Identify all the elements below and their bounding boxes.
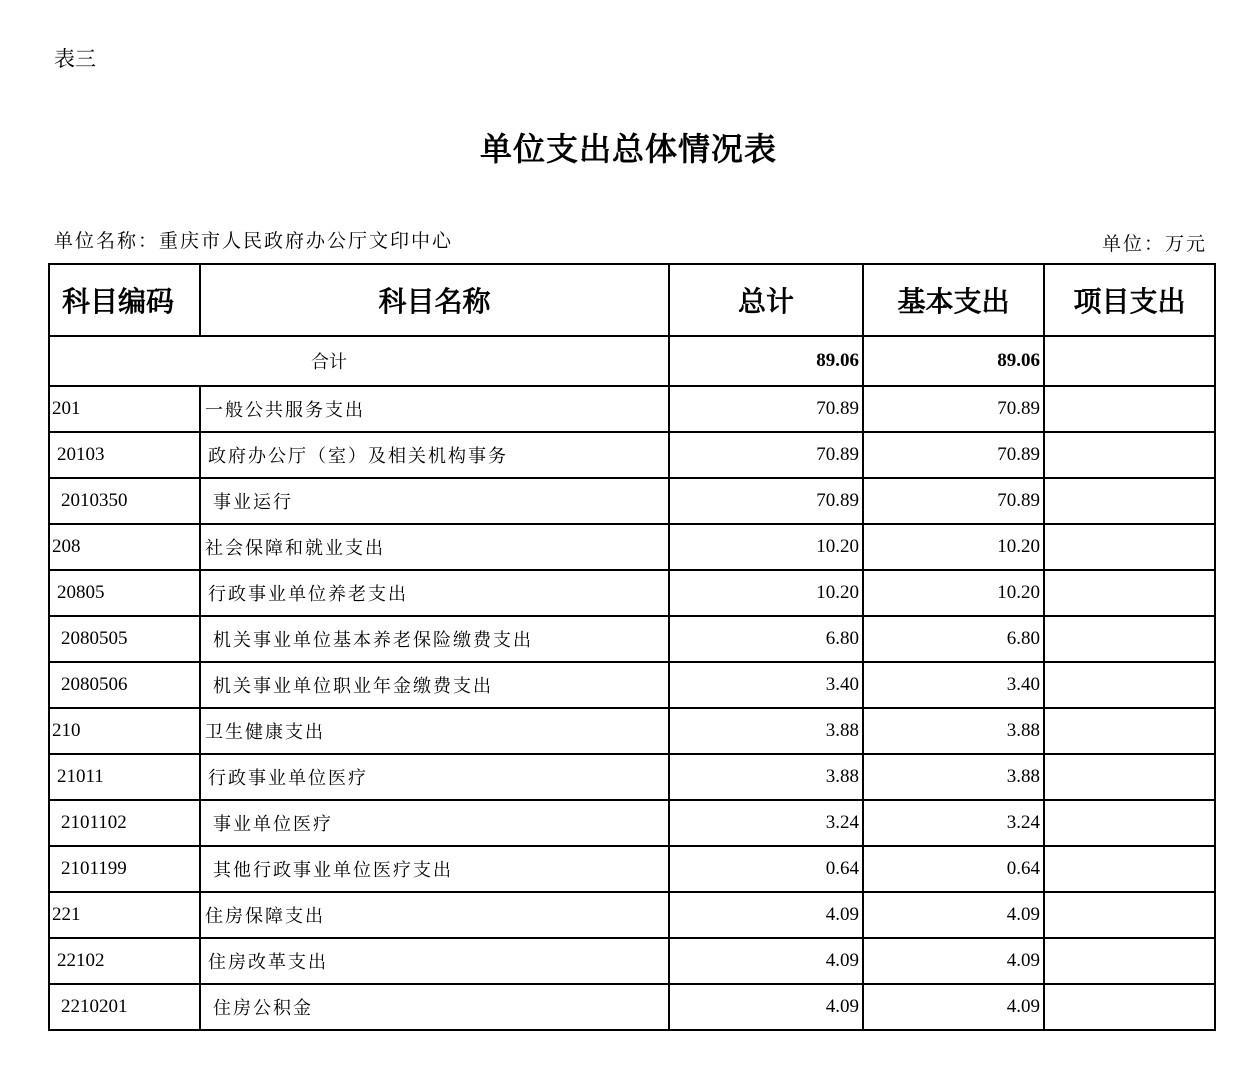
- row-name: 住房公积金: [200, 984, 669, 1030]
- row-code: 2101102: [49, 800, 200, 846]
- row-code: 2101199: [49, 846, 200, 892]
- row-code: 221: [49, 892, 200, 938]
- row-project: [1044, 662, 1215, 708]
- row-total: 0.64: [669, 846, 863, 892]
- total-total: 89.06: [669, 336, 863, 386]
- row-code: 21011: [49, 754, 200, 800]
- row-name: 事业运行: [200, 478, 669, 524]
- row-name: 住房保障支出: [200, 892, 669, 938]
- header-total: 总计: [669, 264, 863, 336]
- row-basic: 70.89: [863, 432, 1044, 478]
- row-total: 70.89: [669, 478, 863, 524]
- row-name: 行政事业单位医疗: [200, 754, 669, 800]
- table-header-row: [49, 264, 1215, 336]
- expenditure-table: [48, 263, 1216, 1031]
- total-label: 合计: [49, 336, 669, 386]
- row-name: 机关事业单位基本养老保险缴费支出: [200, 616, 669, 662]
- row-name: 卫生健康支出: [200, 708, 669, 754]
- row-total: 70.89: [669, 432, 863, 478]
- row-project: [1044, 432, 1215, 478]
- unit-name-label: 单位名称：重庆市人民政府办公厅文印中心: [54, 230, 454, 252]
- row-basic: 4.09: [863, 938, 1044, 984]
- table-row: [49, 984, 1215, 1030]
- row-project: [1044, 524, 1215, 570]
- row-code: 22102: [49, 938, 200, 984]
- row-basic: 10.20: [863, 524, 1044, 570]
- table-row: [49, 616, 1215, 662]
- row-basic: 4.09: [863, 984, 1044, 1030]
- row-code: 2080506: [49, 662, 200, 708]
- row-project: [1044, 708, 1215, 754]
- row-total: 4.09: [669, 892, 863, 938]
- row-project: [1044, 846, 1215, 892]
- row-code: 20805: [49, 570, 200, 616]
- row-basic: 0.64: [863, 846, 1044, 892]
- row-name: 事业单位医疗: [200, 800, 669, 846]
- row-total: 3.88: [669, 754, 863, 800]
- row-name: 社会保障和就业支出: [200, 524, 669, 570]
- row-basic: 10.20: [863, 570, 1044, 616]
- row-project: [1044, 386, 1215, 432]
- row-total: 6.80: [669, 616, 863, 662]
- row-total: 70.89: [669, 386, 863, 432]
- table-row: [49, 892, 1215, 938]
- header-project: 项目支出: [1044, 264, 1215, 336]
- row-project: [1044, 892, 1215, 938]
- page-title: 单位支出总体情况表: [479, 130, 777, 168]
- row-project: [1044, 754, 1215, 800]
- header-basic: 基本支出: [863, 264, 1044, 336]
- row-code: 201: [49, 386, 200, 432]
- row-basic: 3.88: [863, 708, 1044, 754]
- table-row: [49, 708, 1215, 754]
- row-name: 一般公共服务支出: [200, 386, 669, 432]
- row-total: 10.20: [669, 524, 863, 570]
- row-name: 政府办公厅（室）及相关机构事务: [200, 432, 669, 478]
- row-code: 2010350: [49, 478, 200, 524]
- table-row: [49, 662, 1215, 708]
- row-basic: 70.89: [863, 478, 1044, 524]
- row-name: 机关事业单位职业年金缴费支出: [200, 662, 669, 708]
- row-code: 210: [49, 708, 200, 754]
- table-row: [49, 570, 1215, 616]
- row-total: 3.88: [669, 708, 863, 754]
- row-total: 4.09: [669, 984, 863, 1030]
- row-code: 20103: [49, 432, 200, 478]
- row-project: [1044, 984, 1215, 1030]
- row-total: 4.09: [669, 938, 863, 984]
- table-row: [49, 846, 1215, 892]
- header-code: 科目编码: [49, 264, 200, 336]
- row-total: 3.40: [669, 662, 863, 708]
- row-name: 其他行政事业单位医疗支出: [200, 846, 669, 892]
- row-name: 住房改革支出: [200, 938, 669, 984]
- header-name: 科目名称: [200, 264, 669, 336]
- row-project: [1044, 938, 1215, 984]
- row-project: [1044, 616, 1215, 662]
- table-row: [49, 432, 1215, 478]
- row-project: [1044, 478, 1215, 524]
- currency-unit-label: 单位：万元: [1101, 233, 1207, 255]
- row-code: 208: [49, 524, 200, 570]
- row-basic: 4.09: [863, 892, 1044, 938]
- row-code: 2080505: [49, 616, 200, 662]
- table-number: 表三: [54, 47, 96, 71]
- table-row: [49, 938, 1215, 984]
- table-row: [49, 524, 1215, 570]
- row-basic: 3.24: [863, 800, 1044, 846]
- total-row: [49, 336, 1215, 386]
- row-project: [1044, 570, 1215, 616]
- table-row: [49, 386, 1215, 432]
- row-project: [1044, 800, 1215, 846]
- total-project: [1044, 336, 1215, 386]
- row-basic: 70.89: [863, 386, 1044, 432]
- row-basic: 3.40: [863, 662, 1044, 708]
- row-basic: 3.88: [863, 754, 1044, 800]
- row-total: 3.24: [669, 800, 863, 846]
- total-basic: 89.06: [863, 336, 1044, 386]
- table-row: [49, 754, 1215, 800]
- row-basic: 6.80: [863, 616, 1044, 662]
- row-name: 行政事业单位养老支出: [200, 570, 669, 616]
- table-row: [49, 478, 1215, 524]
- row-total: 10.20: [669, 570, 863, 616]
- table-row: [49, 800, 1215, 846]
- row-code: 2210201: [49, 984, 200, 1030]
